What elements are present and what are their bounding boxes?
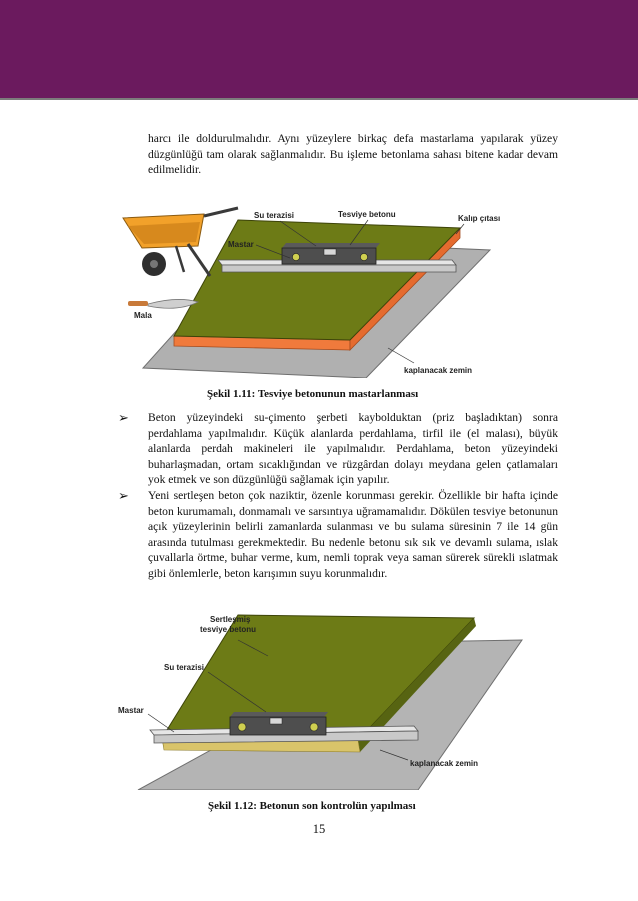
intro-text: harcı ile doldurulmalıdır. Aynı yüzeylere birkaç defa mastarlama yapılarak yüzey düzgünlüğü tam olarak sağlanmalıdır. Bu işleme betonlama sahası bitene kadar devam edilmelidir. — [148, 132, 558, 177]
spirit-level-vial — [324, 249, 336, 255]
spirit-level-bubble-right — [310, 723, 318, 731]
trowel-icon — [128, 299, 198, 308]
bullet-text: Yeni sertleşen beton çok naziktir, özenle korunması gerekir. Özellikle bir hafta içinde beton kurumamalı, donmamalı ve sarsıntıya uğramamalıdır. Dökülen tesviye betonunun açık yüzeylerinin belirli zamanlarda sulanması ve bu sulama süresinin 7 ile 14 gün arasında tutulması gerekmektedir. Bu nedenle betonu sık sık ve devamlı sulama, ıslak çuvallarla örtme, buhar verme, kum, nemli toprak veya saman sürerek sürekli ıslatmak gibi önlemlerle, beton karışımın suyu korunmalıdır. — [148, 489, 558, 580]
page-number: 15 — [312, 822, 326, 836]
label-mala: Mala — [134, 311, 152, 320]
spirit-level-bubble-left — [238, 723, 246, 731]
spirit-level-bubble-left — [292, 253, 299, 260]
label-mastar: Mastar — [228, 240, 254, 249]
screed-board-front — [222, 265, 456, 272]
spirit-level-top — [230, 712, 328, 717]
label-kalip-citasi: Kalıp çıtası — [458, 214, 501, 223]
intro-paragraph — [148, 131, 558, 178]
label-kaplanacak-zemin: kaplanacak zemin — [410, 759, 479, 768]
bullet-arrow-icon: ➢ — [118, 410, 129, 425]
header-band — [0, 0, 638, 98]
figure-2-illustration — [118, 600, 526, 790]
bullet-text: Beton yüzeyindeki su-çimento şerbeti kaybolduktan (priz başladıktan) sonra perdahlama yapılmalıdır. Küçük alanlarda perdahlama, tirfil ile (el malası), büyük alanlarda perdah makineleri ile yapılmalıdır. Perdahlama, beton yüzeyindeki buharlaşmadan, ortam sıcaklığından ve rüzgârdan dolayı meydana gelen çatlamaları yok etmek ve son düzgünlüğü sağlamak için yapılır. — [148, 411, 558, 487]
spirit-level-top — [282, 243, 380, 248]
label-su-terazisi: Su terazisi — [164, 663, 205, 672]
label-su-terazisi: Su terazisi — [254, 211, 295, 220]
label-kaplanacak-zemin: kaplanacak zemin — [404, 366, 473, 375]
figure-1-illustration — [118, 188, 508, 378]
figure-1-caption: Şekil 1.11: Tesviye betonunun mastarlanması — [207, 388, 419, 400]
label-sertlesmis-line1: Sertleşmiş — [210, 615, 251, 624]
label-sertlesmis-line2: tesviye betonu — [200, 625, 257, 634]
spirit-level-bubble-right — [360, 253, 367, 260]
label-mastar: Mastar — [118, 706, 144, 715]
header-divider — [0, 98, 638, 100]
label-tesviye-betonu: Tesviye betonu — [338, 210, 396, 219]
spirit-level-vial — [270, 718, 282, 724]
bullet-arrow-icon: ➢ — [118, 488, 129, 503]
figure-2-caption: Şekil 1.12: Betonun son kontrolün yapılması — [208, 800, 416, 812]
